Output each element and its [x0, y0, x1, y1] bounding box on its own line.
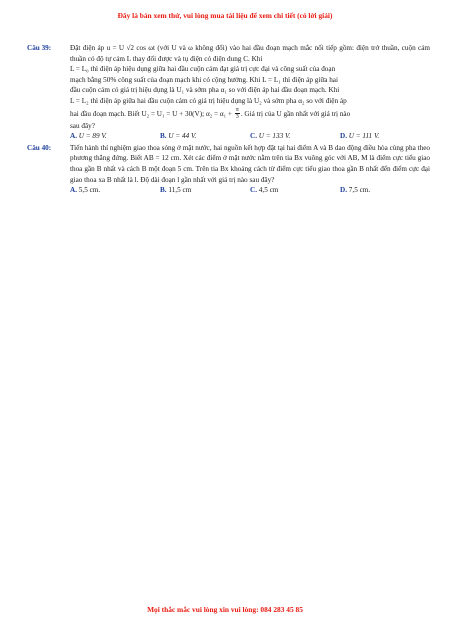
answer-options — [70, 185, 430, 196]
contact-footer: Mọi thắc mắc vui lòng xin vui lòng: 084 283 45 85 — [147, 605, 303, 614]
answer-options — [70, 131, 430, 142]
question-text: sau đây? — [70, 121, 95, 130]
option-text: 11,5 cm — [168, 186, 192, 195]
option-d[interactable] — [340, 131, 430, 142]
option-text: U = 89 V. — [78, 132, 107, 141]
question-text: Đặt điện áp u = U √2 cos ωt (với U và ω không đổi) vào hai đầu đoạn mạch mắc nối tiếp gồm: điện trở thuần, cuộn cảm thuần có độ tự cảm L thay đổi được và tụ điện có điện dung C. Khi — [70, 44, 430, 63]
option-text: 5,5 cm. — [78, 186, 101, 195]
option-text: 7,5 cm. — [348, 186, 371, 195]
document-body — [27, 43, 430, 197]
pi-over-three-fraction — [235, 107, 240, 120]
question-number: Câu 39: — [27, 44, 52, 52]
option-letter: D. — [340, 132, 347, 141]
option-b[interactable] — [160, 131, 250, 142]
option-letter: B. — [160, 186, 167, 195]
option-c[interactable] — [250, 185, 340, 196]
option-letter: D. — [340, 186, 347, 195]
option-b[interactable] — [160, 185, 250, 196]
option-a[interactable] — [70, 185, 160, 196]
formula-prefix: hai đầu đoạn mạch. Biết U₂ = U₁ = U + 30(V); α₂ = α₁ + — [70, 109, 232, 118]
question-number: Câu 40: — [27, 143, 52, 152]
question-formula-line — [70, 107, 430, 121]
fraction-numerator: π — [235, 107, 239, 114]
preview-notice: Đây là bản xem thử, vui lòng mua tài liệu để xem chi tiết (có lời giải) — [117, 11, 333, 20]
option-a[interactable] — [70, 131, 160, 142]
option-d[interactable] — [340, 185, 430, 196]
question-40 — [27, 143, 430, 196]
question-39 — [27, 43, 430, 142]
option-letter: C. — [250, 132, 257, 141]
fraction-denominator: 3 — [235, 114, 239, 121]
option-text: U = 44 V. — [168, 132, 197, 141]
question-text: Tiến hành thí nghiệm giao thoa sóng ở mặt nước, hai nguồn kết hợp đặt tại hai điểm A và B dao động điều hòa cùng pha theo phương thẳng đứng. Biết AB = 12 cm. Xét các điểm ở mặt nước nằm trên tia Bx vuông góc với AB, M là điểm cực tiểu giao thoa gần B nhất và cách B một đoạn 5 cm. Trên tia Bx khoảng cách từ điểm cực tiểu giao thoa gần B nhất đến điểm cực đại giao thoa xa B nhất là l. Độ dài đoạn l gần nhất với giá trị nào sau đây? — [70, 143, 430, 184]
formula-suffix: . Giá trị của U gần nhất với giá trị nào — [240, 109, 351, 118]
option-letter: B. — [160, 132, 167, 141]
question-text: mạch bằng 50% công suất của đoạn mạch khi có cộng hưởng. Khi L = L₁ thì điện áp giữa hai — [70, 75, 338, 84]
option-letter: A. — [70, 186, 77, 195]
question-body — [70, 143, 430, 196]
option-text: U = 133 V. — [258, 132, 291, 141]
question-body — [70, 43, 430, 142]
option-c[interactable] — [250, 131, 340, 142]
option-letter: A. — [70, 132, 77, 141]
option-text: 4,5 cm — [258, 186, 279, 195]
question-text: đầu cuộn cảm có giá trị hiệu dụng là U₁ và sớm pha α₁ so với điện áp hai đầu đoạn mạch. Khi — [70, 86, 340, 95]
question-text: L = L₂ thì điện áp giữa hai đầu cuộn cảm có giá trị hiệu dụng là U₂ và sớm pha α₂ so với điện áp — [70, 96, 347, 105]
option-letter: C. — [250, 186, 257, 195]
question-text: L = L₀ thì điện áp hiệu dụng giữa hai đầu cuộn cảm đạt giá trị cực đại và công suất của đoạn — [70, 65, 336, 74]
option-text: U = 111 V. — [348, 132, 380, 141]
